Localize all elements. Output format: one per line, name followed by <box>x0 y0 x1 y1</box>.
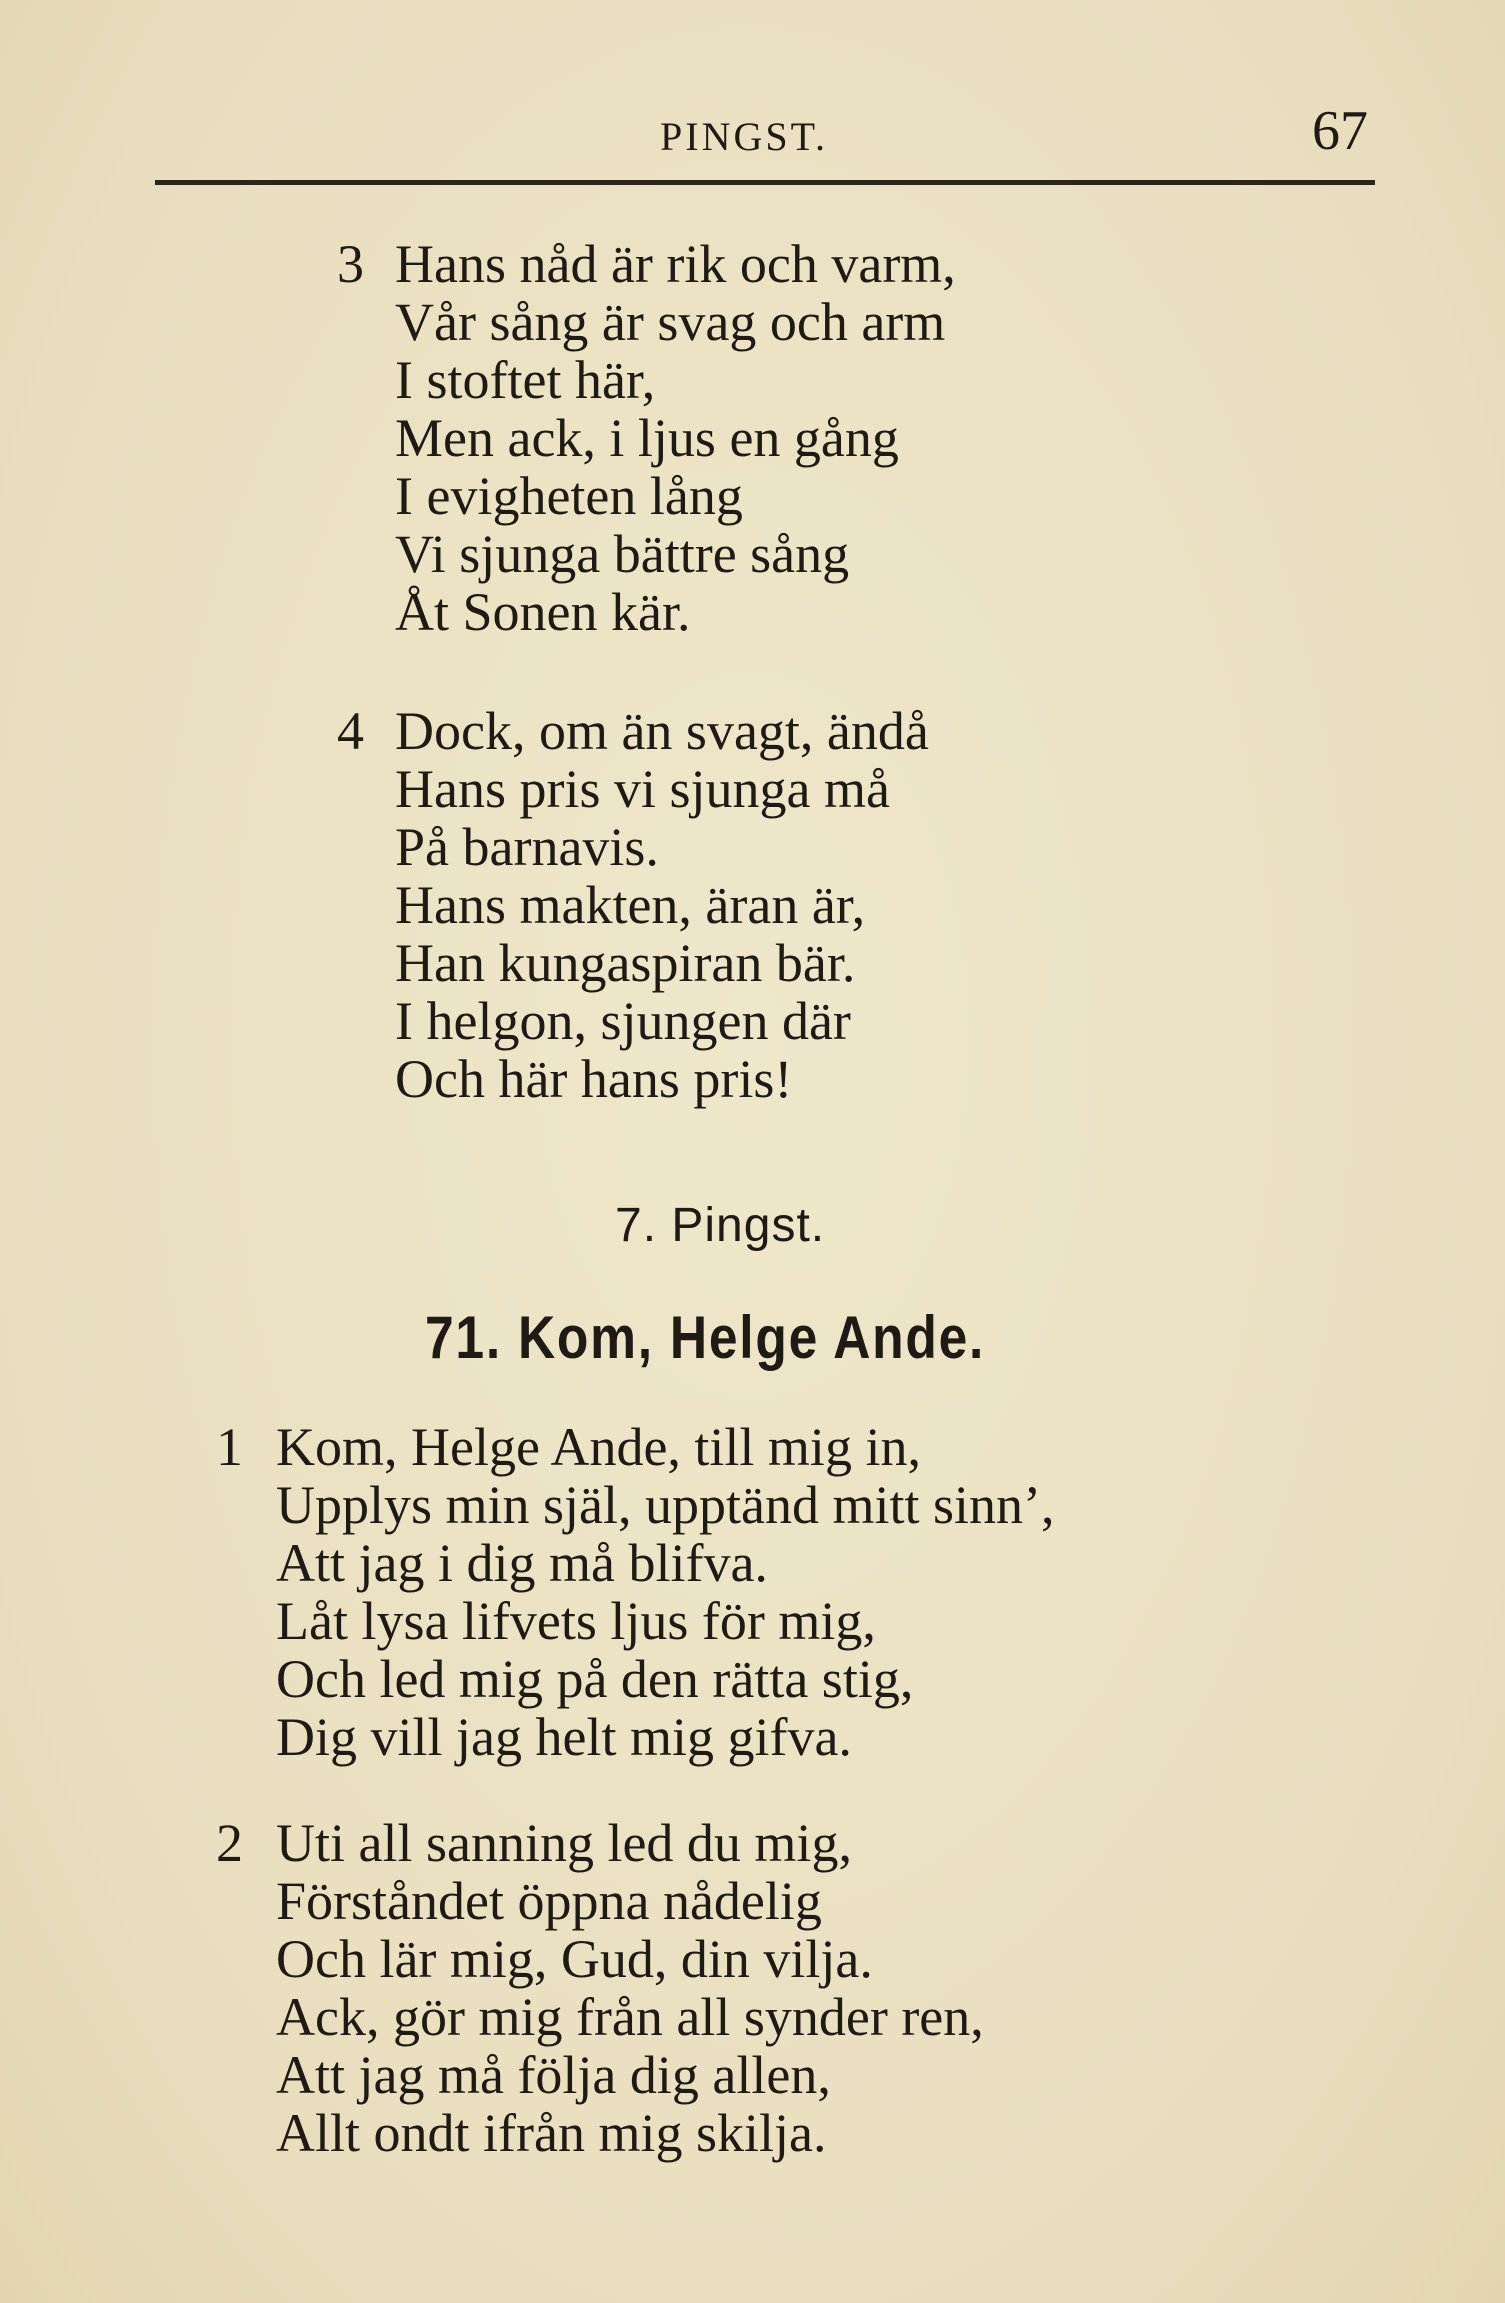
verse-line: Och lär mig, Gud, din vilja. <box>276 1929 873 1989</box>
verse-line: Och led mig på den rätta stig, <box>276 1649 914 1709</box>
running-header: PINGST. <box>660 114 829 159</box>
verse-line: På barnavis. <box>395 817 659 877</box>
verse-number: 1 <box>216 1417 243 1477</box>
verse-number: 2 <box>216 1813 243 1873</box>
verse-number: 3 <box>337 234 364 294</box>
verse-line: I evigheten lång <box>395 466 743 526</box>
verse-lines <box>276 1814 984 2162</box>
verse-line: Uti all sanning led du mig, <box>276 1813 852 1873</box>
verse-line: Hans pris vi sjunga må <box>395 759 890 819</box>
verse-line: Förståndet öppna nådelig <box>276 1871 822 1931</box>
verse-line: Allt ondt ifrån mig skilja. <box>276 2103 827 2163</box>
section-heading: 7. Pingst. <box>615 1199 826 1252</box>
verse-line: Att jag må följa dig allen, <box>276 2045 831 2105</box>
page-number: 67 <box>1312 100 1368 162</box>
verse-line: Upplys min själ, upptänd mitt sinn’, <box>276 1475 1055 1535</box>
verse-line: I helgon, sjungen där <box>395 991 851 1051</box>
verse-line: Åt Sonen kär. <box>395 582 691 642</box>
verse-line: Att jag i dig må blifva. <box>276 1533 768 1593</box>
verse-line: Vi sjunga bättre sång <box>395 524 850 584</box>
verse-line: Låt lysa lifvets ljus för mig, <box>276 1591 876 1651</box>
verse-line: Kom, Helge Ande, till mig in, <box>276 1417 921 1477</box>
hymn-title: 71. Kom, Helge Ande. <box>425 1304 986 1371</box>
verse-line: Hans makten, äran är, <box>395 875 866 935</box>
verse-line: Vår sång är svag och arm <box>395 292 946 352</box>
verse-lines <box>395 702 929 1108</box>
verse-number: 4 <box>337 701 364 761</box>
verse-line: Hans nåd är rik och varm, <box>395 234 956 294</box>
verse-line: Dig vill jag helt mig gifva. <box>276 1707 852 1767</box>
verse-line: Och här hans pris! <box>395 1049 793 1109</box>
verse-line: Dock, om än svagt, ändå <box>395 701 929 761</box>
header-rule <box>155 180 1375 185</box>
verse-line: Ack, gör mig från all synder ren, <box>276 1987 984 2047</box>
verse-line: I stoftet här, <box>395 350 656 410</box>
verse-line: Han kungaspiran bär. <box>395 933 856 993</box>
verse-lines <box>395 235 956 641</box>
verse-line: Men ack, i ljus en gång <box>395 408 899 468</box>
verse-lines <box>276 1418 1055 1766</box>
